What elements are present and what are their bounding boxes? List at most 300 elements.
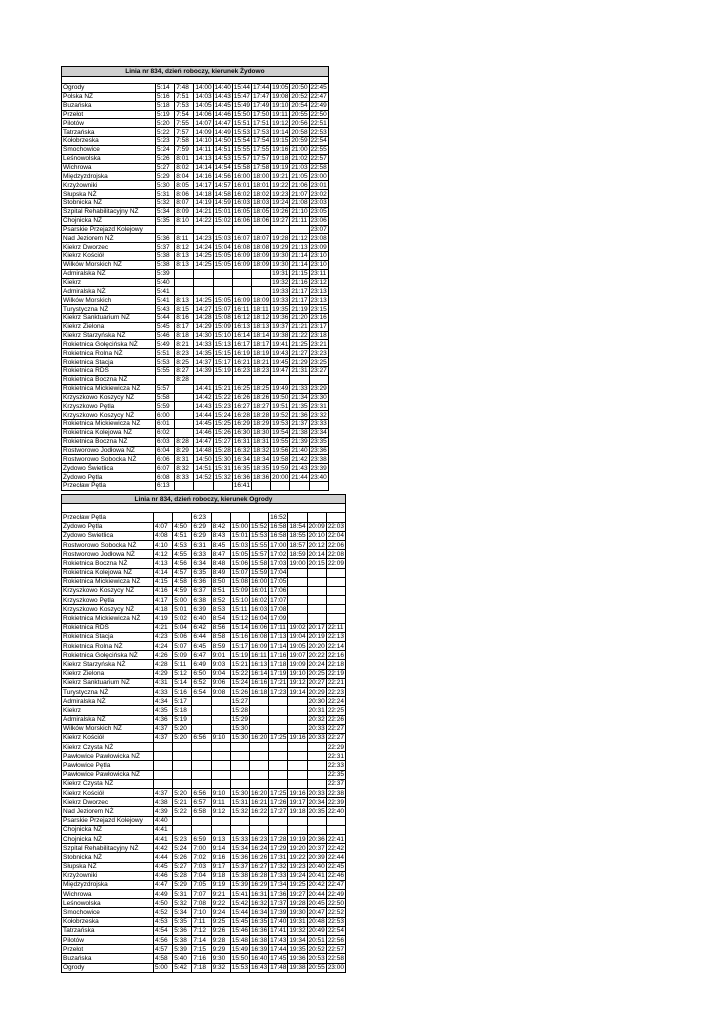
departure-time-cell [288,513,307,522]
stop-name-cell: Przełot [62,110,156,119]
departure-time-cell: 16:39 [250,945,268,953]
departure-time-cell: 8:48 [211,559,230,568]
departure-time-cell [269,825,288,834]
departure-time-cell: 14:48 [195,447,212,455]
departure-time-cell: 15:03 [214,234,231,242]
departure-time-cell: 15:00 [231,523,249,531]
departure-time-cell: 15:39 [231,881,249,889]
departure-time-cell [307,577,326,586]
departure-time-cell: 22:41 [327,835,344,843]
departure-time-cell [309,481,328,490]
departure-time-cell: 17:44 [270,945,287,953]
departure-time-cell: 23:39 [310,464,327,472]
departure-time-cell: 20:47 [308,909,325,917]
departure-time-cell: 5:24 [156,145,175,154]
departure-time-cell: 14:11 [195,146,212,154]
departure-time-cell: 16:36 [250,927,268,935]
departure-time-cell: 6:13 [156,481,175,490]
departure-time-cell: 5:59 [156,402,175,411]
departure-time-cell: 23:12 [310,278,327,286]
departure-time-cell: 5:57 [156,384,175,393]
departure-time-cell: 4:31 [154,678,173,687]
timetable-row [62,437,329,446]
departure-time-cell: 7:07 [192,890,211,899]
departure-time-cell: 16:11 [250,651,267,659]
departure-time-cell: 4:55 [173,550,192,559]
departure-time-cell: 16:35 [250,918,268,926]
departure-time-cell: 20:36 [308,835,325,843]
departure-time-cell: 15:19 [214,367,231,375]
timetable-row [62,181,329,190]
departure-time-cell: 22:58 [310,164,327,172]
timetable-row [62,798,346,807]
timetable-title: Linia nr 834, dzień roboczy, kierunek Ogrody [62,495,346,504]
departure-time-cell [249,513,268,522]
departure-time-cell: 22:53 [310,128,327,136]
departure-time-cell [326,596,345,605]
departure-time-cell: 23:31 [310,402,327,410]
stop-name-cell: Kiekrz [62,706,154,715]
stop-name-cell: Kiekrz Starzyńska NŻ [62,660,154,669]
departure-time-cell: 8:52 [211,596,230,605]
departure-time-cell: 16:28 [233,411,251,419]
departure-time-cell: 17:37 [270,899,287,907]
departure-time-cell: 15:17 [214,358,231,366]
stop-name-cell: Rostworowo Jodłowa NŻ [62,550,154,559]
departure-time-cell: 21:17 [291,287,308,295]
stop-name-cell: Tatrzańska [62,926,154,935]
departure-time-cell: 15:09 [214,323,231,331]
timetable-row [62,623,346,632]
departure-time-cell: 20:52 [308,945,325,953]
departure-time-cell: 4:58 [173,577,192,586]
departure-time-cell: 20:25 [308,670,325,678]
departure-time-cell: 5:35 [173,917,192,926]
departure-time-cell [173,816,192,825]
departure-time-cell [154,743,173,752]
departure-time-cell [175,402,194,411]
departure-time-cell: 19:51 [272,402,289,410]
stop-name-cell: Rokietnica Kolejowa NŻ [62,428,156,437]
departure-time-cell: 15:44 [231,909,249,917]
departure-time-cell: 14:14 [195,164,212,172]
stop-name-cell: Rokietnica Mickiewicza NŻ [62,577,154,586]
departure-time-cell: 9:25 [211,917,230,926]
departure-time-cell: 21:37 [291,420,308,428]
departure-time-cell: 22:09 [327,559,344,567]
departure-time-cell: 4:38 [154,798,173,807]
departure-time-cell [230,816,249,825]
stop-name-cell: Kiekrz Kościół [62,789,154,798]
timetable-row [62,428,329,437]
departure-time-cell: 15:15 [214,349,231,357]
timetable-row [62,724,346,733]
departure-time-cell: 19:09 [289,660,306,668]
departure-time-cell: 14:53 [214,155,231,163]
stop-name-cell: Rokietnica Stacja [62,358,156,367]
departure-time-cell: 16:08 [250,633,268,641]
departure-time-cell: 17:19 [270,670,287,678]
departure-time-cell: 16:31 [233,438,251,446]
departure-time-cell: 7:59 [175,145,194,154]
departure-time-cell [175,225,194,234]
departure-time-cell: 9:01 [211,651,230,660]
departure-time-cell: 4:40 [154,816,173,825]
departure-time-cell: 7:53 [175,101,194,110]
departure-time-cell: 16:27 [233,402,251,410]
timetable-row [62,577,346,586]
departure-time-cell: 9:16 [211,853,230,862]
departure-time-cell: 6:57 [192,798,211,807]
departure-time-cell: 21:40 [291,447,308,455]
departure-time-cell: 19:25 [289,881,306,889]
departure-time-cell: 5:09 [173,651,192,660]
departure-time-cell: 7:55 [175,119,194,128]
stop-name-cell: Tatrzańska [62,128,156,137]
departure-time-cell: 17:00 [270,541,287,549]
departure-time-cell: 21:42 [291,455,308,463]
departure-time-cell: 6:02 [156,428,175,437]
departure-time-cell: 18:21 [252,358,270,366]
stop-name-cell: Pawłowice Pętla [62,761,154,770]
departure-time-cell: 14:40 [214,84,231,92]
departure-time-cell: 5:28 [173,871,192,880]
departure-time-cell: 6:08 [156,473,175,482]
departure-time-cell: 19:10 [272,102,289,110]
departure-time-cell: 18:29 [252,420,270,428]
departure-time-cell: 23:23 [310,349,327,357]
departure-time-cell [249,779,268,788]
departure-time-cell: 22:56 [327,936,344,944]
departure-time-cell: 16:00 [233,172,251,180]
departure-time-cell [326,605,345,614]
departure-time-cell: 8:21 [175,340,194,349]
departure-time-cell: 17:16 [270,651,287,659]
departure-time-cell: 5:26 [173,853,192,862]
departure-time-cell: 20:39 [308,853,325,861]
timetable-row [62,375,329,384]
departure-time-cell: 5:40 [173,954,192,963]
departure-time-cell: 4:28 [154,660,173,669]
departure-time-cell: 7:58 [175,137,194,146]
departure-time-cell: 14:50 [214,137,231,145]
departure-time-cell: 16:58 [270,523,287,531]
departure-time-cell [288,715,307,724]
departure-time-cell: 15:16 [231,633,249,641]
departure-time-cell [192,770,211,779]
departure-time-cell: 18:01 [252,181,270,189]
departure-time-cell: 6:52 [192,678,211,687]
departure-time-cell: 16:32 [233,447,251,455]
departure-time-cell: 5:20 [156,119,175,128]
departure-time-cell: 20:30 [308,697,325,705]
departure-time-cell: 4:58 [154,954,173,963]
departure-time-cell: 22:58 [327,954,344,962]
departure-time-cell: 8:18 [175,331,194,340]
departure-time-cell: 5:32 [156,198,175,207]
departure-time-cell: 14:59 [214,199,231,207]
departure-time-cell: 16:31 [250,890,268,898]
departure-time-cell [175,269,194,278]
timetable-row [62,513,346,522]
departure-time-cell: 9:04 [211,669,230,678]
departure-time-cell: 5:12 [173,669,192,678]
departure-time-cell: 17:07 [270,596,287,604]
stop-name-cell: Rokietnica Boczna NŻ [62,437,156,446]
departure-time-cell: 23:00 [310,172,327,180]
departure-time-cell: 19:02 [289,624,306,632]
departure-time-cell: 23:09 [310,243,327,251]
timetable-row [62,420,329,429]
departure-time-cell: 8:13 [175,296,194,305]
departure-time-cell: 20:35 [308,807,325,815]
departure-time-cell [307,779,326,788]
timetable-row [62,559,346,568]
departure-time-cell: 23:30 [310,393,327,401]
departure-time-cell [288,825,307,834]
departure-time-cell: 8:29 [175,446,194,455]
departure-time-cell: 23:32 [310,411,327,419]
departure-time-cell [154,770,173,779]
stop-name-cell: Chojnicka NŻ [62,216,156,225]
departure-time-cell [230,513,249,522]
departure-time-cell: 23:17 [310,323,327,331]
departure-time-cell: 5:31 [173,890,192,899]
departure-time-cell: 4:45 [154,862,173,871]
departure-time-cell: 15:28 [214,447,231,455]
departure-time-cell: 19:04 [289,633,306,641]
departure-time-cell: 22:50 [327,899,344,907]
departure-time-cell: 5:30 [156,181,175,190]
stop-name-cell: Kołobrzeska [62,917,154,926]
timetable-title: Linia nr 834, dzień roboczy, kierunek Żydowo [62,67,329,77]
departure-time-cell: 20:20 [308,642,325,650]
departure-time-cell: 4:39 [154,807,173,816]
timetable-row [62,779,346,788]
departure-time-cell: 4:29 [154,669,173,678]
departure-time-cell: 22:06 [327,541,344,549]
departure-time-cell: 14:52 [195,473,212,481]
departure-time-cell: 23:29 [310,385,327,393]
departure-time-cell [307,816,326,825]
departure-time-cell: 15:52 [250,523,268,531]
departure-time-cell [249,697,268,706]
departure-time-cell: 19:31 [272,270,289,278]
departure-time-cell: 4:50 [154,899,173,908]
departure-time-cell: 17:14 [270,642,287,650]
departure-time-cell: 16:01 [233,181,251,189]
departure-time-cell: 15:45 [231,918,249,926]
departure-time-cell: 19:20 [289,844,306,852]
timetable-row [62,586,346,595]
timetable-row [62,464,329,473]
departure-time-cell: 8:02 [175,163,194,172]
departure-time-cell: 9:14 [211,844,230,853]
timetable-row [62,568,346,577]
departure-time-cell: 17:28 [270,835,287,843]
departure-time-cell: 14:25 [195,252,212,260]
departure-time-cell: 19:14 [289,688,306,696]
timetable-row [62,678,346,687]
departure-time-cell: 8:13 [175,252,194,261]
departure-time-cell: 5:40 [156,278,175,287]
departure-time-cell [249,825,268,834]
stop-name-cell: Chojnicka NŻ [62,834,154,843]
departure-time-cell: 14:46 [195,429,212,437]
departure-time-cell [211,715,230,724]
departure-time-cell [290,225,309,234]
departure-time-cell: 17:04 [270,569,287,577]
timetable-row [62,853,346,862]
departure-time-cell: 4:34 [154,697,173,706]
departure-time-cell [326,513,345,522]
departure-time-cell: 15:30 [231,789,249,797]
departure-time-cell: 4:41 [154,825,173,834]
departure-time-cell [173,825,192,834]
departure-time-cell: 23:02 [310,190,327,198]
departure-time-cell: 17:26 [270,798,287,806]
departure-time-cell: 4:19 [154,614,173,623]
stop-name-cell: Kiekrz [62,278,156,287]
departure-time-cell: 5:27 [173,862,192,871]
departure-time-cell: 15:42 [231,899,249,907]
departure-time-cell: 22:57 [327,945,344,953]
departure-time-cell: 16:18 [250,688,268,696]
departure-time-cell [192,743,211,752]
departure-time-cell: 15:30 [214,455,231,463]
departure-time-cell: 19:38 [272,332,289,340]
departure-time-cell: 8:25 [175,358,194,367]
departure-time-cell: 18:23 [252,367,270,375]
departure-time-cell: 19:16 [272,146,289,154]
departure-time-cell: 15:46 [231,927,249,935]
departure-time-cell [288,761,307,770]
timetable-row [62,101,329,110]
departure-time-cell: 6:35 [192,568,211,577]
departure-time-cell [288,779,307,788]
departure-time-cell: 5:18 [156,101,175,110]
stop-name-cell: Krzyszkowo Pętla [62,596,154,605]
stop-name-cell: Stobnicka NŻ [62,853,154,862]
departure-time-cell: 16:23 [250,835,268,843]
departure-time-cell: 15:01 [214,208,231,216]
timetable-row [62,789,346,798]
departure-time-cell: 18:31 [252,438,270,446]
departure-time-cell: 19:28 [272,234,289,242]
departure-time-cell [213,481,232,490]
departure-time-cell: 19:43 [272,349,289,357]
departure-time-cell: 4:57 [154,945,173,954]
departure-time-cell: 4:26 [154,651,173,660]
timetable-row [62,402,329,411]
timetable-row [62,473,329,482]
departure-time-cell: 14:33 [195,340,212,348]
stop-name-cell: Przecław Pętla [62,481,156,490]
departure-time-cell [154,761,173,770]
departure-time-cell: 14:23 [195,234,212,242]
departure-time-cell: 19:18 [272,155,289,163]
departure-time-cell [251,225,270,234]
departure-time-cell: 15:54 [233,137,251,145]
departure-time-cell: 15:30 [231,734,249,742]
departure-time-cell: 15:55 [250,541,268,549]
stop-name-cell: Kiekrz Kościół [62,733,154,742]
departure-time-cell [307,770,326,779]
departure-time-cell: 14:09 [195,128,212,136]
stop-name-cell: Międzyzdrojska [62,880,154,889]
departure-time-cell [175,481,194,490]
departure-time-cell: 9:13 [211,834,230,843]
departure-time-cell: 14:43 [214,93,231,101]
departure-time-cell: 5:43 [156,305,175,314]
departure-time-cell [251,481,270,490]
departure-time-cell: 19:32 [289,927,306,935]
departure-time-cell: 19:00 [289,559,306,567]
departure-time-cell: 9:10 [211,789,230,798]
departure-time-cell: 20:32 [308,716,325,724]
departure-time-cell [173,743,192,752]
timetable-row [62,954,346,963]
departure-time-cell: 16:20 [250,789,268,797]
departure-time-cell: 23:18 [310,332,327,340]
timetable-row [62,296,329,305]
departure-time-cell: 15:33 [231,835,249,843]
departure-time-cell: 21:02 [291,155,308,163]
departure-time-cell: 4:21 [154,623,173,632]
departure-time-cell [211,816,230,825]
departure-time-cell: 8:11 [175,234,194,243]
timetable-row [62,715,346,724]
departure-time-cell [213,278,232,287]
departure-time-cell: 15:05 [214,296,231,304]
departure-time-cell: 14:03 [195,93,212,101]
departure-time-cell [211,724,230,733]
departure-time-cell: 5:14 [156,84,175,93]
stop-name-cell: Krzyżowniki [62,181,156,190]
stop-name-cell: Admiralska NŻ [62,269,156,278]
departure-time-cell: 15:49 [233,102,251,110]
departure-time-cell: 7:10 [192,908,211,917]
departure-time-cell: 15:32 [214,473,231,481]
departure-time-cell: 17:49 [252,102,270,110]
departure-time-cell [251,375,270,384]
timetable-row [62,128,329,137]
departure-time-cell: 22:19 [327,670,344,678]
departure-time-cell: 15:50 [233,110,251,118]
departure-time-cell: 8:23 [175,349,194,358]
departure-time-cell [194,375,213,384]
departure-time-cell: 8:32 [175,464,194,473]
departure-time-cell: 21:36 [291,411,308,419]
departure-time-cell: 21:25 [291,340,308,348]
departure-time-cell: 15:26 [231,688,249,696]
departure-time-cell: 6:59 [192,834,211,843]
departure-time-cell: 6:40 [192,614,211,623]
departure-time-cell: 5:58 [156,393,175,402]
departure-time-cell: 20:37 [308,844,325,852]
departure-time-cell: 18:27 [252,402,270,410]
departure-time-cell: 14:47 [195,438,212,446]
departure-time-cell: 5:35 [156,216,175,225]
timetable-row [62,660,346,669]
departure-time-cell: 5:51 [156,349,175,358]
departure-time-cell: 8:59 [211,642,230,651]
departure-time-cell: 14:19 [195,199,212,207]
departure-time-cell: 6:23 [192,513,211,522]
departure-time-cell: 4:54 [154,926,173,935]
departure-time-cell: 23:08 [310,234,327,242]
departure-time-cell: 21:16 [291,278,308,286]
